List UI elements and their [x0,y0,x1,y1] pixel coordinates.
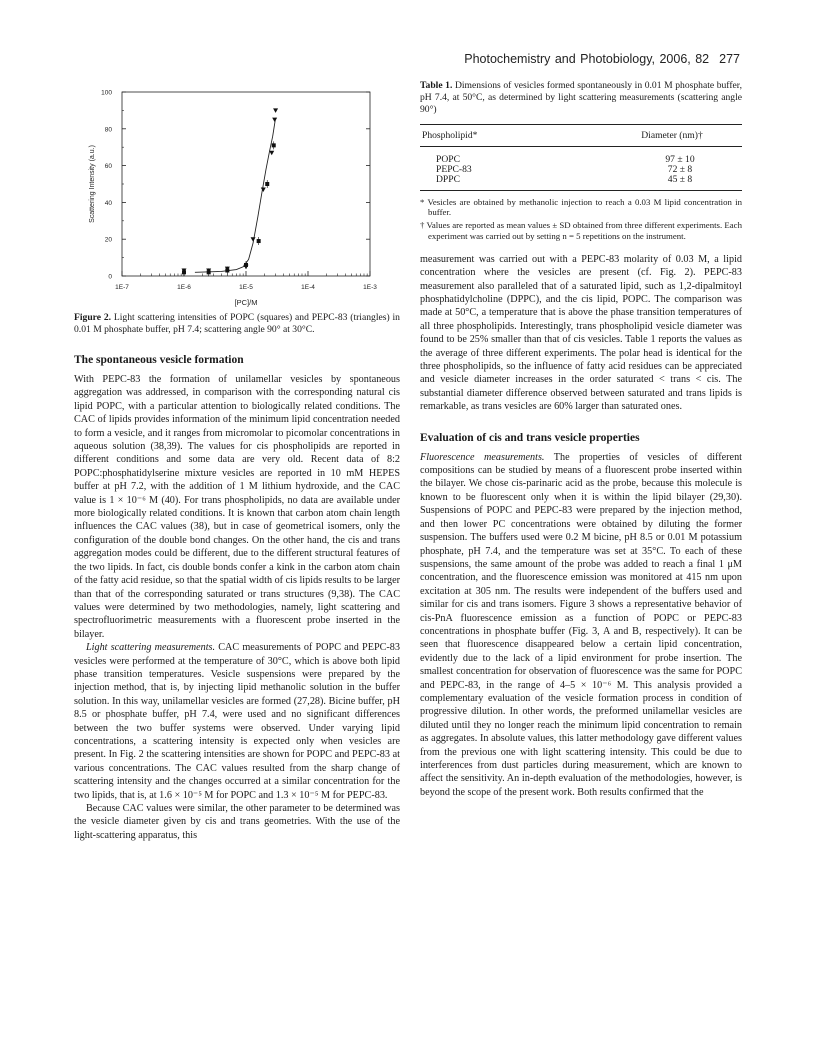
x-tick-label: 1E-7 [115,284,129,291]
y-tick-label: 80 [104,126,112,134]
table-1-caption-text: Dimensions of vesicles formed spontaneously in 0.01 M phosphate buffer, pH 7.4, at 50°C, as determined by light scattering measurements (scattering angle 90°) [420,80,742,115]
left-paragraph-3: Because CAC values were similar, the other parameter to be determined was the vesicle diameter given by cis and trans geometries. With the use of the light-scattering apparatus, this [74,803,400,841]
table-cell-name: POPC [436,154,460,165]
y-tick-label: 100 [101,89,112,97]
page-number: 277 [719,52,740,66]
data-point-pepc83 [273,108,278,113]
journal-citation: Photochemistry and Photobiology, 2006, 82 [464,52,710,66]
x-tick-label: 1E-4 [301,284,315,291]
data-point-pepc83 [261,188,266,193]
right-paragraph-1: measurement was carried out with a PEPC-83 molarity of 0.03 M, a lipid concentration where the vesicles are present (cf. Fig. 2). PEPC-83 measurement also paralleled that of a saturated lipid, such as 1,2-dipalmitoyl phosphatidylcholine (DPPC), and the cis lipid, POPC. The comparison was made at 50°C, a temperature that is above the phase transition temperatures of all three phospholipids. Interestingly, trans phospholipid vesicle diameter was found to be 25% smaller than that of cis vesicles. Table 1 reports the values as the average of three different experiments. The polar head is identical for the three phospholipids, so the influence of fatty acid residues can be appreciated and vesicle diameter increases in the order saturated < trans < cis. The substantial diameter difference observed between saturated and trans lipids is remarkable, as trans vesicles are 60% larger than saturated ones. [420,253,742,413]
x-axis-label: [PC]/M [234,298,258,307]
table-cell-value: 45 ± 8 [667,174,693,186]
data-point-pepc83 [244,265,249,270]
x-tick-label: 1E-5 [239,284,253,291]
table-col-phospholipid: Phospholipid* [422,130,478,141]
section-title-vesicle-properties: Evaluation of cis and trans vesicle properties [420,431,640,444]
table-cell-value: 72 ± 8 [667,164,693,176]
scattering-chart [74,80,400,310]
y-axis-label: Scattering Intensity (a.u.) [89,145,96,223]
figure-2-caption [74,312,400,336]
y-tick-label: 40 [104,199,112,207]
table-cell-name: PEPC-83 [436,164,472,176]
fit-curve [195,118,276,272]
left-paragraph-2-text: CAC measurements of POPC and PEPC-83 vesicles were performed at the temperature of 30°C, which is above both lipid phase transition temperatures. Vesicle suspensions were prepared by the injection method, that is, by injecting lipid methanolic solution in the buffer solution. In this way, unilamellar vesicles are formed (27,28). Bicine buffer, pH 8.5 or phosphate buffer, pH 7.4, were used and no significant differences between the two buffer systems were observed. Under varying lipid concentrations, a scattering intensity is expected only when vesicles are present. In Fig. 2 the scattering intensities are shown for POPC and PEPC-83 at various concentrations. The CAC values resulted from the sharp change of scattering intensity and the changes occurred at a similar concentration for the two lipids, that is, at 1.6 × 10⁻⁵ M for POPC and 1.3 × 10⁻⁵ M for PEPC-83. [74,642,400,801]
data-point-pepc83 [272,118,277,123]
table-1-label: Table 1. [420,80,453,91]
table-1-caption [420,80,742,116]
right-paragraph-2 [420,451,742,800]
table-row [420,165,742,175]
table-cell-value: 97 ± 10 [665,154,695,165]
y-tick-label: 60 [104,163,112,171]
x-tick-label: 1E-3 [363,284,377,291]
table-body [420,147,742,191]
left-column [74,80,400,842]
figure-2-caption-text: Light scattering intensities of POPC (squares) and PEPC-83 (triangles) in 0.01 M phosphate buffer, pH 7.4; scattering angle 90° at 30°C. [74,312,400,335]
figure-2 [74,80,400,310]
plot-frame [122,92,370,276]
data-point-pepc83 [251,237,256,242]
runin-fluorescence: Fluorescence measurements. [420,451,545,463]
table-footnote-1: * Vesicles are obtained by methanolic injection to reach a 0.03 M lipid concentration in buffer. [420,196,742,218]
left-paragraph-1: With PEPC-83 the formation of unilamellar vesicles by spontaneous aggregation was addressed, in comparison with the corresponding natural cis lipid POPC, with a particular attention to biologically related conditions. The CAC of lipids provides information of the minimum lipid concentration needed to form a vesicle, and it ranges from micromolar to picomolar concentrations in aqueous solution (38,39). The values for cis phospholipids are reported in different conditions and some data are very old. Recent data of 8:2 POPC:phosphatidylserine mixture vesicles are reported in 10 mM HEPES buffer at pH 7.2, with the addition of 1 M lithium hydroxide, and the CAC value is 1 × 10⁻⁶ M (40). For trans phospholipids, no data are available under more biologically related conditions. It is known that carbon atom chain length influences the CAC values (38), but in case of geometrical isomers, only the configuration of the double bond changes. On the other hand, the cis and trans aggregation modes could be different, due to the different structural features of the two lipids. In fact, cis double bonds confer a kink in the carbon atom chain of the fatty acid residue, so that the spatial width of cis lipids results to be larger than that of the corresponding saturated or trans structures (9,38). The CAC values were determined by two methodologies, namely, light scattering and spectrofluorimetric measurements with a fluorescent probe inserted in the bilayer. [74,374,401,640]
runin-light-scattering: Light scattering measurements. [86,642,216,654]
table-cell-name: DPPC [436,174,460,186]
table-1 [420,124,742,242]
figure-2-label: Figure 2. [74,312,112,323]
running-header [454,52,740,66]
table-footnote-2: † Values are reported as mean values ± SD obtained from three different experiments. Each experiment was carried out by setting n = 5 repetitions on the instrument. [420,220,742,241]
right-column [420,80,742,799]
section-title-vesicle-formation: The spontaneous vesicle formation [74,354,244,366]
y-tick-label: 20 [104,236,112,244]
right-paragraph-2-text: The properties of vesicles of different compositions can be studied by means of a fluorescent probe inserted within the bilayer. We chose cis-parinaric acid as the probe, because this molecule is known to be fluorescent only when it is within the lipid bilayer (29,30). Suspensions of POPC and PEPC-83 were prepared by the injection method, and then lower PC concentrations were obtained by diluting the former suspension. The buffers used were 0.2 M bicine, pH 8.5 or 0.01 M potassium phosphate, pH 7.4, and the temperature was set at 35°C. To each of these suspensions, the same amount of the probe was added to reach a final 1 μM concentration, and the fluorescence emission was monitored at 415 nm upon excitation at 305 nm. The results were independent of the buffers used and similar for cis and trans isomers. Figure 3 shows a representative behavior of cis-PnA fluorescence emission as a function of POPC or PEPC-83 concentrations in phosphate buffer (Fig. 3, A and B, respectively). It can be seen that fluorescence disappeared below a certain lipid concentration, evidently due to the lack of a lipid environment for probe insertion. The smallest concentration for observation of fluorescence was the same for POPC and PEPC-83, in the range of 4–5 × 10⁻⁶ M. This analysis provided a complementary evaluation of the vesicle formation process in condition of progressive dilution. In other words, the preformed unilamellar vesicles are diluted until they no longer reach the minimum lipid concentration to remain as aggregates. In absolute values, this latter methodology gave different values from the previous one with light scattering intensity. This could be due to interferences from dust particles during measurement, which are known to affect the sensitivity. An in-depth evaluation of the methodologies, however, is beyond the scope of the present work. Both results confirmed that the [420,451,743,798]
y-tick-label: 0 [108,273,112,281]
table-row [420,175,742,185]
table-footnotes [420,197,742,242]
data-point-pepc83 [269,151,274,156]
x-tick-label: 1E-6 [177,284,191,291]
table-col-diameter: Diameter (nm)† [641,130,703,141]
left-paragraph-2 [74,641,400,802]
table-header-row [420,125,742,147]
